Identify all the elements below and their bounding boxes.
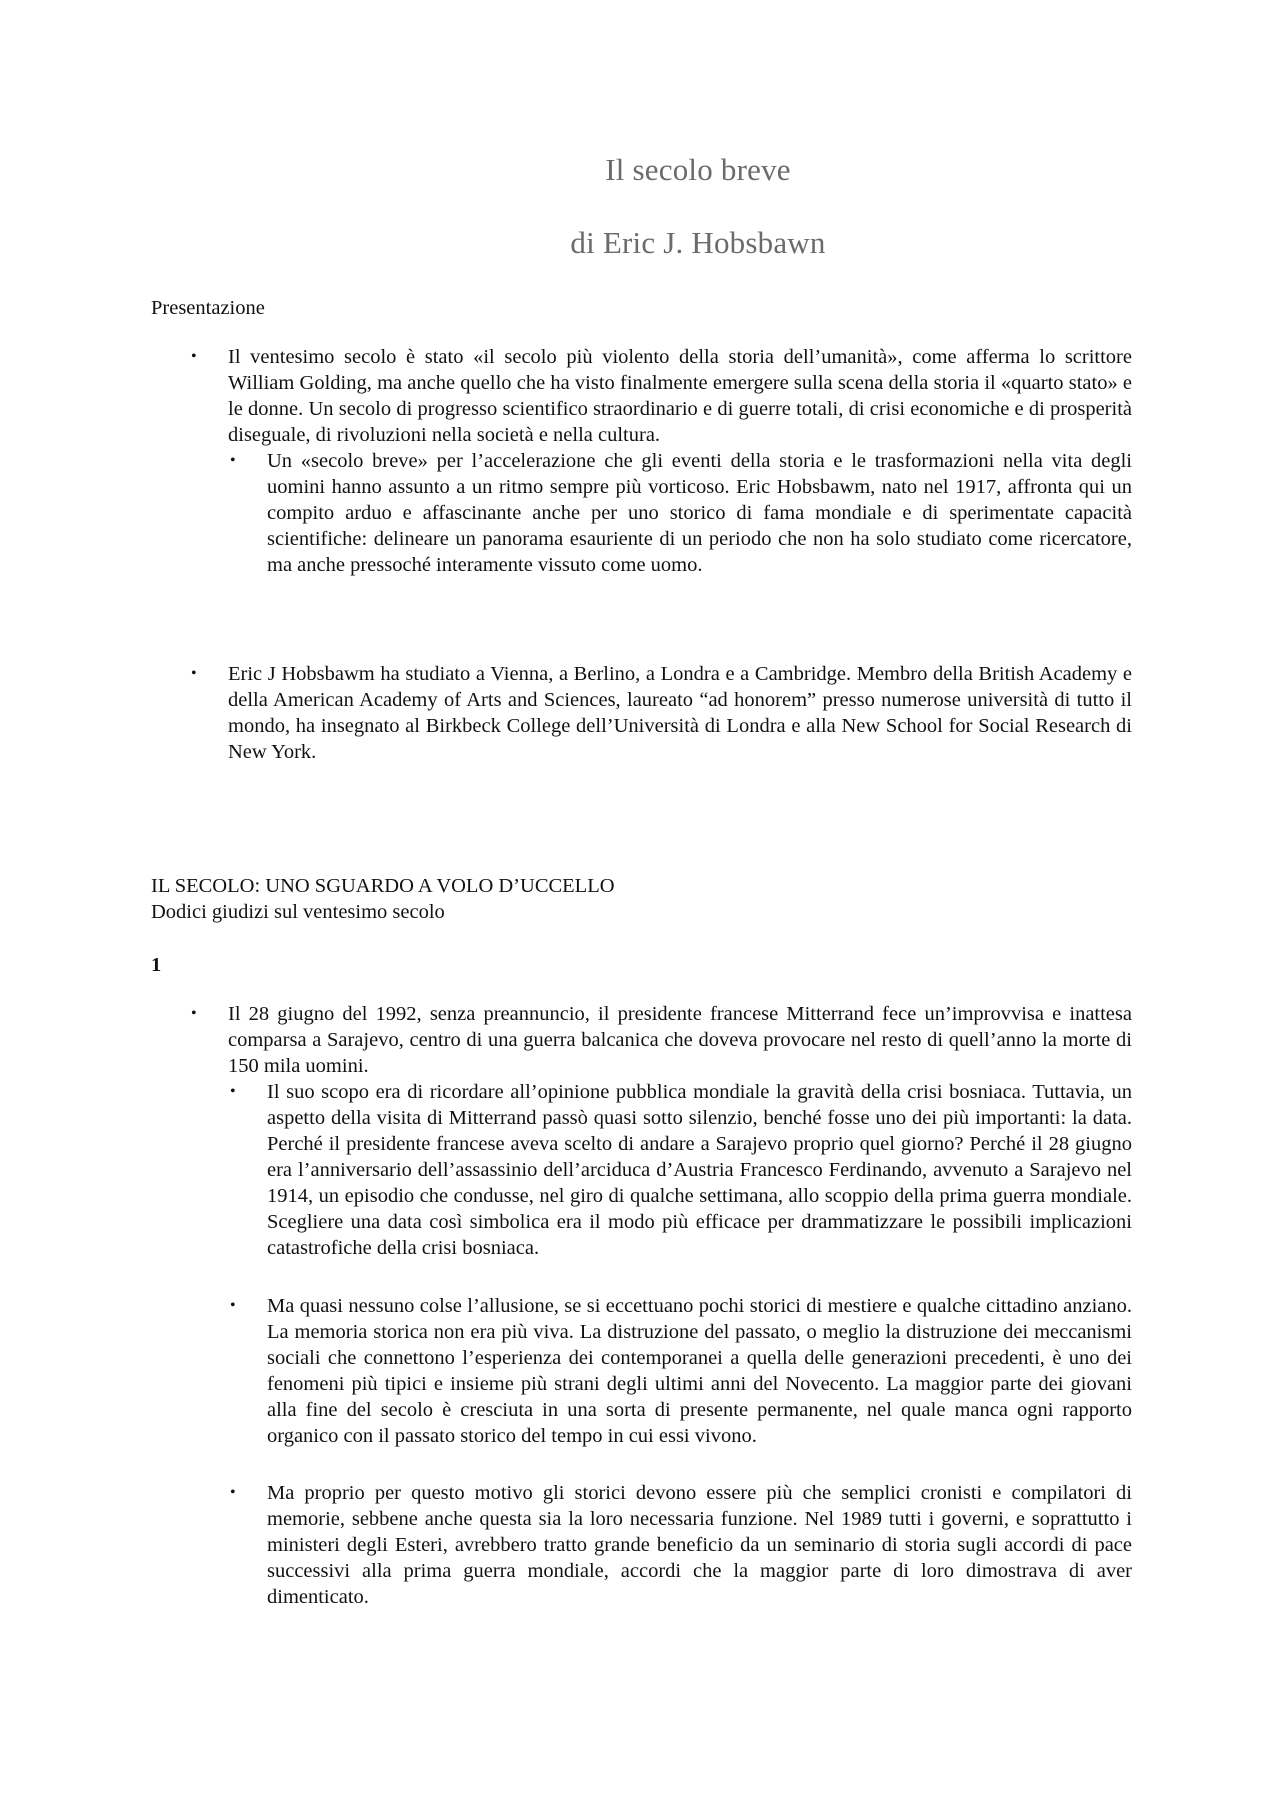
presentation-label: Presentazione [151, 297, 265, 319]
document-title-text: Il secolo breve [605, 152, 791, 187]
list-item [230, 448, 1132, 578]
list-item-text: Il ventesimo secolo è stato «il secolo più violento della storia dell’umanità», come afferma lo scrittore William Golding, ma anche quello che ha visto finalmente emergere sulla scena della storia il «quarto stato» e le donne. Un secolo di progresso scientifico straordinario e di guerre totali, di crisi economiche e di prosperità diseguale, di rivoluzioni nella società e nella cultura. [228, 346, 1132, 446]
bullet-icon: • [230, 1484, 236, 1501]
bullet-icon: • [230, 1083, 236, 1100]
document-author [58, 225, 1280, 261]
bullet-icon: • [191, 348, 197, 365]
list-item [191, 661, 1132, 765]
list-item [191, 344, 1132, 448]
bullet-icon: • [230, 452, 236, 469]
list-item-text: Il 28 giugno del 1992, senza preannuncio, il presidente francese Mitterrand fece un’improvvisa e inattesa comparsa a Sarajevo, centro di una guerra balcanica che doveva provocare nel resto di quell’anno la morte di 150 mila uomini. [228, 1003, 1132, 1077]
list-item [230, 1293, 1132, 1449]
section-heading: IL SECOLO: UNO SGUARDO A VOLO D’UCCELLO [151, 875, 615, 897]
bullet-icon: • [230, 1297, 236, 1314]
list-item [230, 1079, 1132, 1261]
bullet-icon: • [191, 1005, 197, 1022]
list-item-text: Il suo scopo era di ricordare all’opinione pubblica mondiale la gravità della crisi bosniaca. Tuttavia, un aspetto della visita di Mitterrand passò quasi sotto silenzio, benché fosse uno dei più importanti: la data. Perché il presidente francese aveva scelto di andare a Sarajevo proprio quel giorno? Perché il 28 giugno era l’anniversario dell’assassinio dell’arciduca d’Austria Francesco Ferdinando, avvenuto a Sarajevo nel 1914, un episodio che condusse, nel giro di qualche settimana, allo scoppio della prima guerra mondiale. Scegliere una data così simbolica era il modo più efficace per drammatizzare le possibili implicazioni catastrofiche della crisi bosniaca. [267, 1081, 1132, 1259]
bullet-icon: • [191, 665, 197, 682]
list-item [191, 1001, 1132, 1079]
list-item-text: Un «secolo breve» per l’accelerazione che gli eventi della storia e le trasformazioni nella vita degli uomini hanno assunto a un ritmo sempre più vorticoso. Eric Hobsbawm, nato nel 1917, affronta qui un compito arduo e affascinante anche per uno storico di fama mondiale e di sperimentate capacità scientifiche: delineare un panorama esauriente di un periodo che non ha solo studiato come ricercatore, ma anche pressoché interamente vissuto come uomo. [267, 450, 1132, 576]
document-author-text: di Eric J. Hobsbawn [570, 225, 826, 260]
section-subheading: Dodici giudizi sul ventesimo secolo [151, 901, 445, 923]
list-item-text: Ma quasi nessuno colse l’allusione, se si eccettuano pochi storici di mestiere e qualche cittadino anziano. La memoria storica non era più viva. La distruzione del passato, o meglio la distruzione dei meccanismi sociali che connettono l’esperienza dei contemporanei a quella delle generazioni precedenti, è uno dei fenomeni più tipici e insieme più strani degli ultimi anni del Novecento. La maggior parte dei giovani alla fine del secolo è cresciuta in una sorta di presente permanente, nel quale manca ogni rapporto organico con il passato storico del tempo in cui essi vivono. [267, 1295, 1132, 1447]
section-number: 1 [151, 954, 162, 976]
list-item-text: Ma proprio per questo motivo gli storici devono essere più che semplici cronisti e compilatori di memorie, sebbene anche questa sia la loro necessaria funzione. Nel 1989 tutti i governi, e soprattutto i ministeri degli Esteri, avrebbero tratto grande beneficio da un seminario di storia sugli accordi di pace successivi alla prima guerra mondiale, accordi che la maggior parte di loro dimostrava di aver dimenticato. [267, 1482, 1132, 1608]
list-item-text: Eric J Hobsbawm ha studiato a Vienna, a Berlino, a Londra e a Cambridge. Membro della British Academy e della American Academy of Arts and Sciences, laureato “ad honorem” presso numerose università di tutto il mondo, ha insegnato al Birkbeck College dell’Università di Londra e alla New School for Social Research di New York. [228, 663, 1132, 763]
list-item [230, 1480, 1132, 1610]
document-title [58, 152, 1280, 188]
